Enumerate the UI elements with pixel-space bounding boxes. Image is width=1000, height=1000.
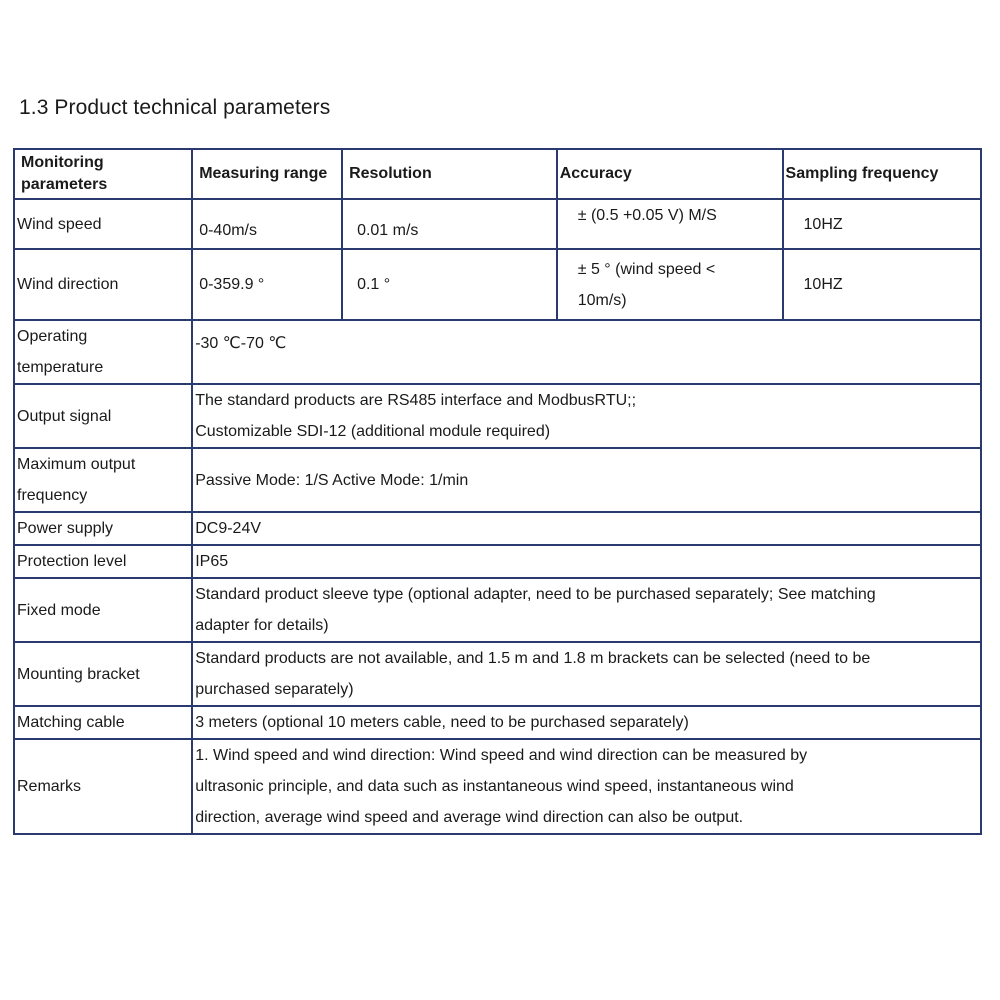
header-monitoring-line-1: Monitoring: [21, 154, 104, 171]
operating-temperature-label-line-1: Operating: [17, 328, 88, 345]
protection-level-value: IP65: [192, 545, 981, 578]
table-row: [14, 578, 981, 642]
fixed-mode-value: [192, 578, 981, 642]
output-signal-value: [192, 384, 981, 448]
row-label-protection-level: Protection level: [14, 545, 192, 578]
row-label-matching-cable: Matching cable: [14, 706, 192, 739]
output-signal-line-1: The standard products are RS485 interface and ModbusRTU;;: [195, 392, 637, 409]
wind-direction-accuracy: [557, 249, 783, 320]
row-label-power-supply: Power supply: [14, 512, 192, 545]
remarks-value: [192, 739, 981, 834]
max-output-frequency-label-line-2: frequency: [17, 487, 88, 504]
table-row: [14, 642, 981, 706]
wind-speed-resolution: 0.01 m/s: [342, 199, 557, 249]
header-accuracy: Accuracy: [557, 149, 783, 199]
wind-speed-range: 0-40m/s: [192, 199, 342, 249]
row-label-max-output-frequency: [14, 448, 192, 512]
header-sampling-frequency: Sampling frequency: [783, 149, 981, 199]
table-header-row: [14, 149, 981, 199]
wind-direction-sampling: 10HZ: [783, 249, 981, 320]
wind-speed-sampling: 10HZ: [783, 199, 981, 249]
max-output-frequency-value: Passive Mode: 1/S Active Mode: 1/min: [192, 448, 981, 512]
table-row: [14, 706, 981, 739]
row-label-remarks: Remarks: [14, 739, 192, 834]
wind-direction-accuracy-line-2: 10m/s): [577, 291, 627, 309]
table-row: [14, 320, 981, 384]
power-supply-value: DC9-24V: [192, 512, 981, 545]
remarks-line-3: direction, average wind speed and average wind direction can also be output.: [195, 809, 744, 826]
table-row: [14, 448, 981, 512]
matching-cable-value: 3 meters (optional 10 meters cable, need to be purchased separately): [192, 706, 981, 739]
table-row: [14, 512, 981, 545]
row-label-wind-speed: Wind speed: [14, 199, 192, 249]
technical-parameters-table: [13, 148, 982, 835]
mounting-bracket-value: [192, 642, 981, 706]
mounting-bracket-line-2: purchased separately): [195, 681, 354, 698]
remarks-line-2: ultrasonic principle, and data such as instantaneous wind speed, instantaneous wind: [195, 778, 794, 795]
row-label-operating-temperature: [14, 320, 192, 384]
row-label-wind-direction: Wind direction: [14, 249, 192, 320]
wind-direction-accuracy-line-1: ± 5 ° (wind speed <: [577, 260, 716, 278]
wind-direction-resolution: 0.1 °: [342, 249, 557, 320]
table-row: [14, 545, 981, 578]
header-monitoring-parameters: [14, 149, 192, 199]
section-title: 1.3 Product technical parameters: [19, 96, 331, 119]
header-monitoring-line-2: parameters: [21, 176, 108, 193]
wind-speed-accuracy: ± (0.5 +0.05 V) M/S: [557, 199, 783, 249]
row-label-fixed-mode: Fixed mode: [14, 578, 192, 642]
max-output-frequency-label-line-1: Maximum output: [17, 456, 136, 473]
operating-temperature-value: -30 ℃-70 ℃: [192, 320, 981, 384]
mounting-bracket-line-1: Standard products are not available, and 1.5 m and 1.8 m brackets can be selected (need to be: [195, 650, 871, 667]
table-row: [14, 739, 981, 834]
fixed-mode-line-1: Standard product sleeve type (optional adapter, need to be purchased separately; See matching: [195, 586, 876, 603]
remarks-line-1: 1. Wind speed and wind direction: Wind speed and wind direction can be measured by: [195, 747, 808, 764]
operating-temperature-label-line-2: temperature: [17, 359, 104, 376]
header-resolution: Resolution: [342, 149, 557, 199]
row-label-output-signal: Output signal: [14, 384, 192, 448]
table-row: [14, 384, 981, 448]
table-row: [14, 199, 981, 249]
fixed-mode-line-2: adapter for details): [195, 617, 329, 634]
output-signal-line-2: Customizable SDI-12 (additional module required): [195, 423, 551, 440]
table-row: [14, 249, 981, 320]
row-label-mounting-bracket: Mounting bracket: [14, 642, 192, 706]
header-measuring-range: Measuring range: [192, 149, 342, 199]
wind-direction-range: 0-359.9 °: [192, 249, 342, 320]
